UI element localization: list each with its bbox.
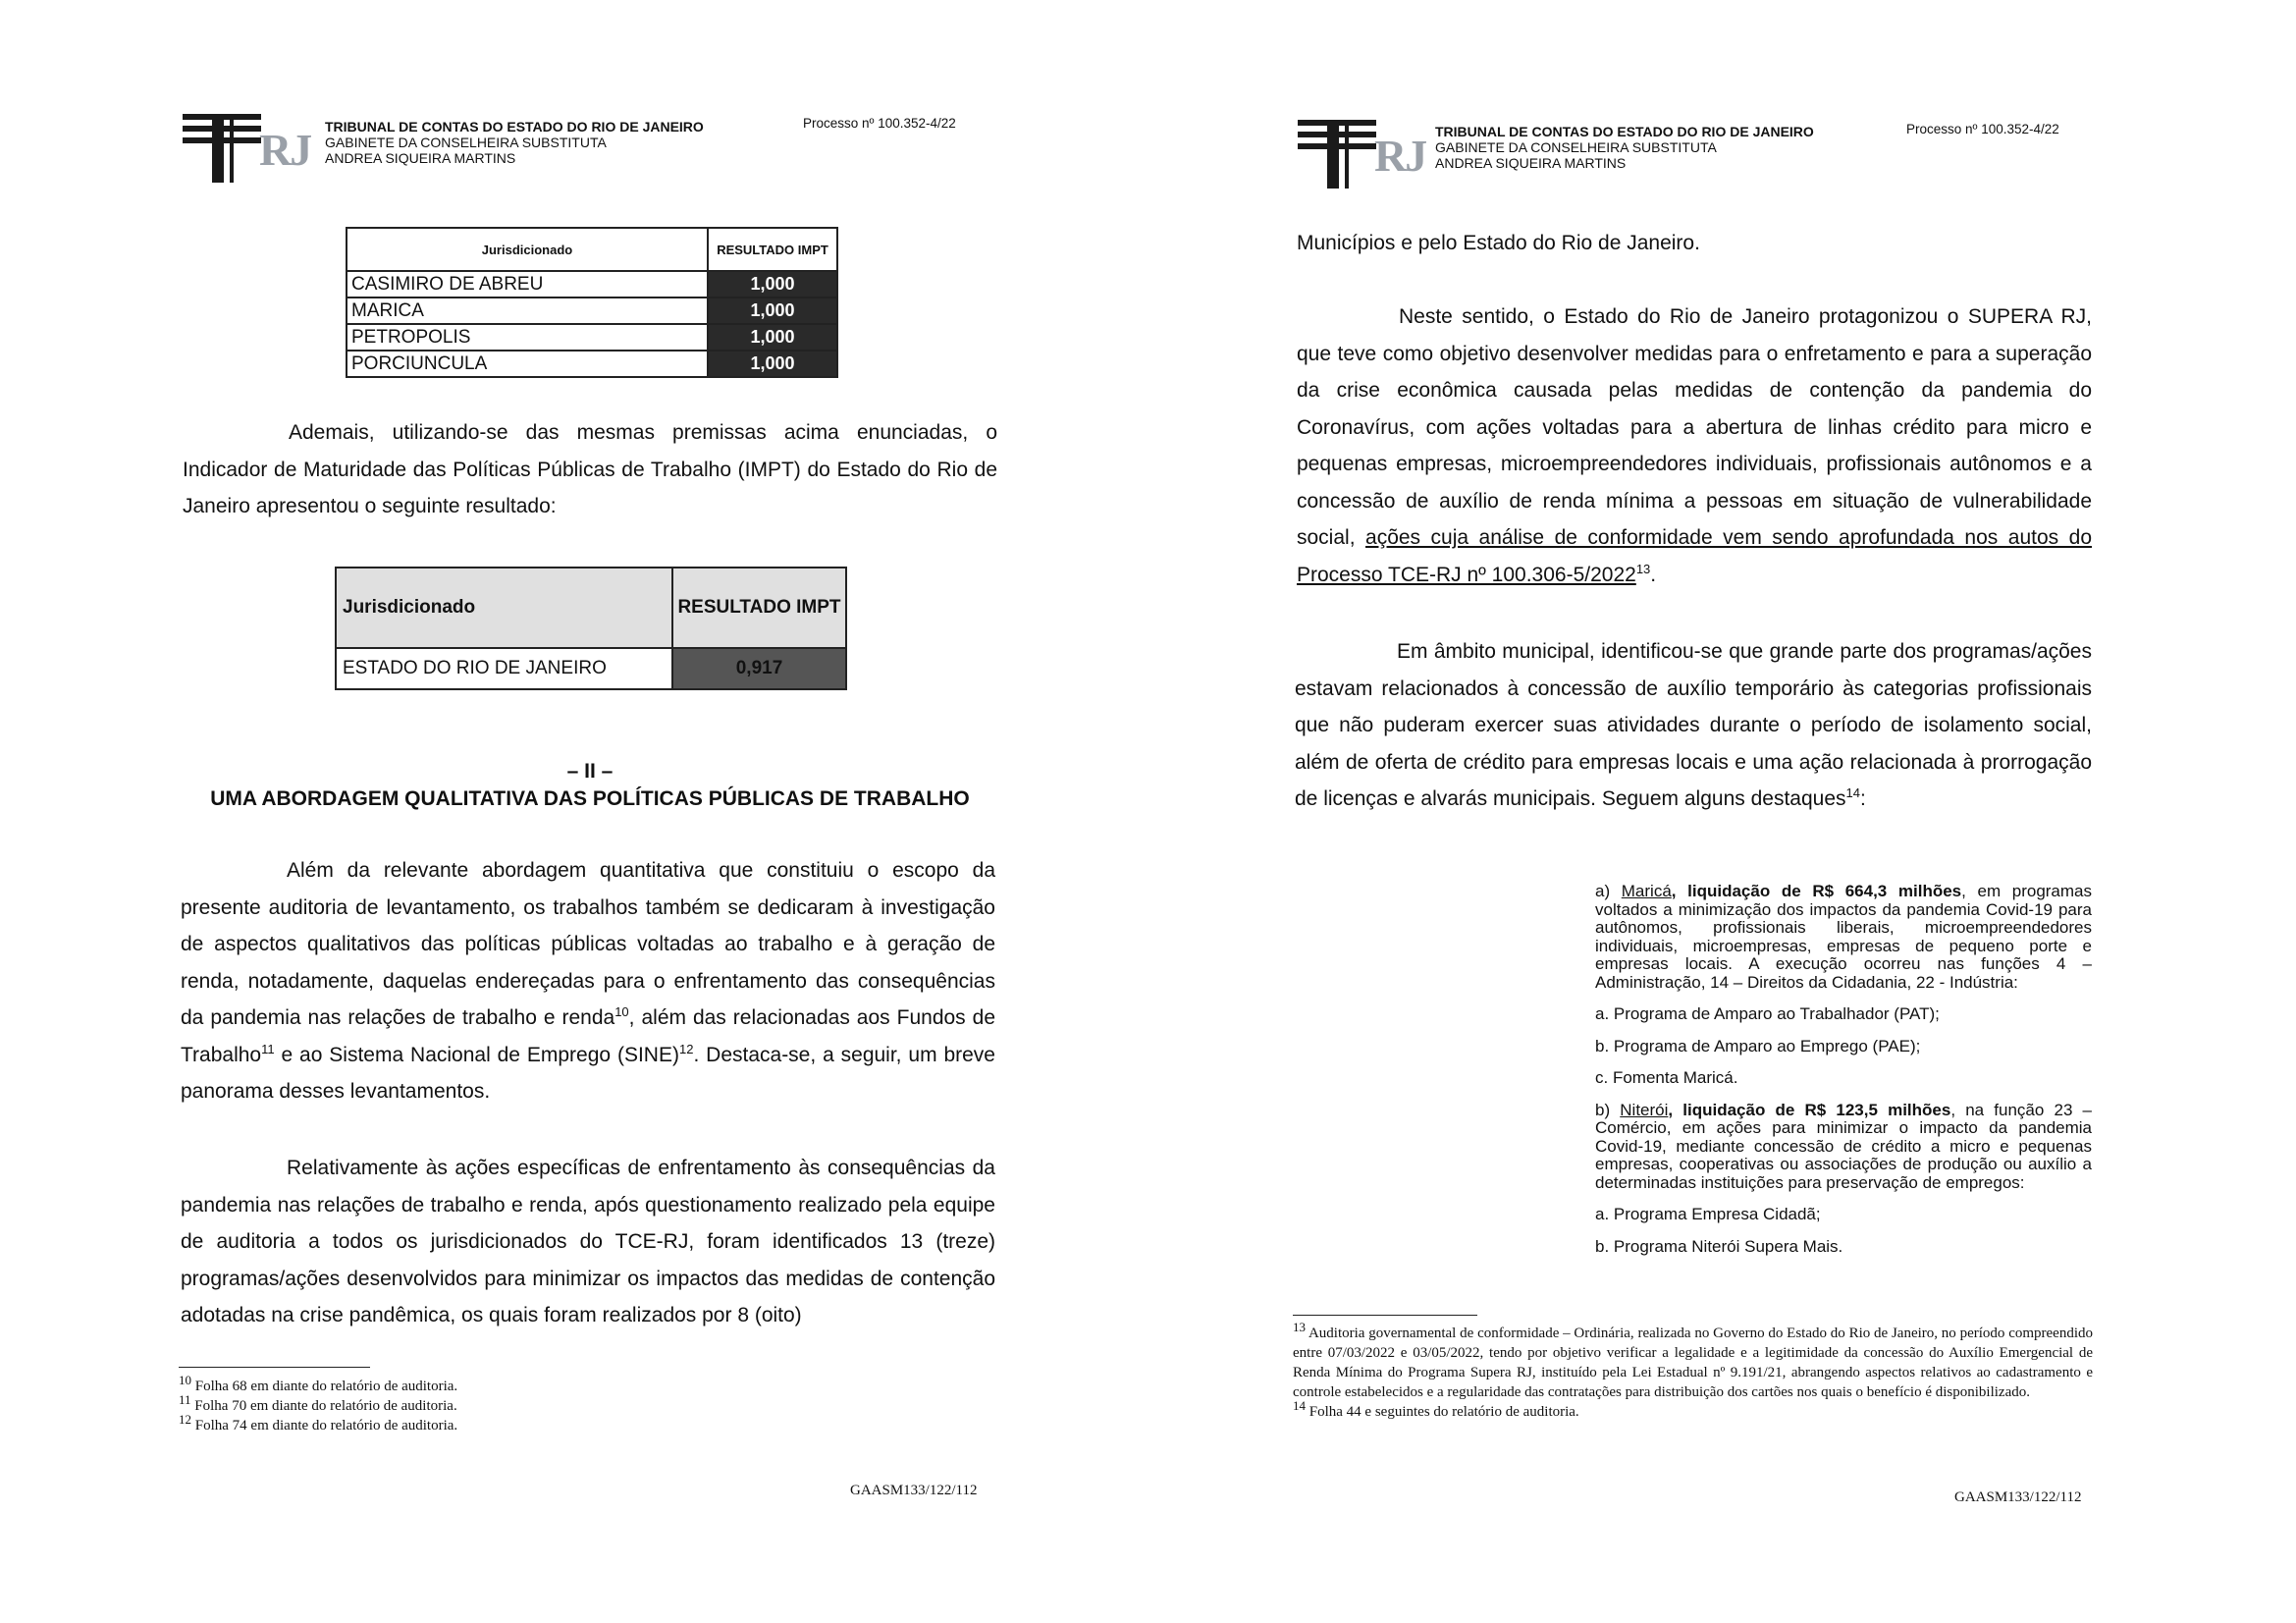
paragraph-qualitative-approach <box>181 852 995 1110</box>
footnote <box>179 1392 993 1416</box>
impt-state-table <box>335 567 847 690</box>
footnote-text: Folha 70 em diante do relatório de auditoria. <box>190 1398 457 1414</box>
amount: , liquidação de R$ 664,3 milhões <box>1671 882 1962 900</box>
org-counselor: ANDREA SIQUEIRA MARTINS <box>1435 155 1627 171</box>
footnote-text: Folha 44 e seguintes do relatório de auditoria. <box>1306 1404 1579 1420</box>
footnote-text: Auditoria governamental de conformidade – Ordinária, realizada no Governo do Estado do Rio de Janeiro, no período compreendido entre 07/03/2022 e 03/05/2022, tendo por objetivo verificar a legalidade e a legitimidade da concessão do Auxílio Emergencial de Renda Mínima do Programa Supera RJ, instituído pela Lei Estadual nº 9.191/21, abrangendo aspectos relativos ao cadastramento e controle estabelecidos e a regularidade das contratações para distribuição dos cartões nos quais o benefício é disponibilizado. <box>1293 1325 2093 1400</box>
footnote-number: 14 <box>1293 1398 1306 1413</box>
text: , na função 23 – Comércio, em ações para minimizar o impacto da pandemia Covid-19, mediante concessão de crédito a micro e pequenas empresas, cooperativas ou associações de produção ou auxílio a determinadas instituições para preservação de empregos: <box>1595 1100 2093 1192</box>
text: Além da relevante abordagem quantitativa que constituiu o escopo da presente auditoria de levantamento, os trabalhos também se dedicaram à investigação de aspectos qualitativos das políticas públicas voltadas ao trabalho e à geração de renda, notadamente, daquelas endereçadas para o enfrentamento das consequências da pandemia nas relações de trabalho e renda <box>181 859 995 1029</box>
footnote-rule <box>179 1367 370 1368</box>
footnote <box>179 1412 993 1435</box>
text: b) <box>1595 1100 1621 1119</box>
impt-municipal-table <box>346 227 838 378</box>
footnote <box>1293 1320 2093 1402</box>
logo-lettering: RJ <box>259 125 311 175</box>
org-name: TRIBUNAL DE CONTAS DO ESTADO DO RIO DE JANEIRO <box>325 119 704 135</box>
row-value: 1,000 <box>708 351 837 377</box>
row-name: CASIMIRO DE ABREU <box>347 271 708 298</box>
paragraph-pandemic-actions: Relativamente às ações específicas de enfrentamento às consequências da pandemia nas relações de trabalho e renda, após questionamento realizado pela equipe de auditoria a todos os jurisdicionados do TCE-RJ, foram identificados 13 (treze) programas/ações desenvolvidos para minimizar os impactos das medidas de contenção adotadas na crise pandêmica, os quais foram realizados por 8 (oito) <box>181 1157 995 1326</box>
org-cabinet: GABINETE DA CONSELHEIRA SUBSTITUTA <box>1435 139 1717 155</box>
footnote-ref: 11 <box>261 1041 275 1056</box>
section-number: – II – <box>566 760 614 783</box>
org-counselor: ANDREA SIQUEIRA MARTINS <box>325 150 516 166</box>
text: : <box>1859 787 1866 810</box>
footnote-number: 12 <box>179 1412 191 1427</box>
highlights-block <box>1595 883 2092 1270</box>
tcerj-logo <box>1298 116 1435 194</box>
row-name: PETROPOLIS <box>347 324 708 351</box>
table-header-jurisdicionado: Jurisdicionado <box>336 568 672 648</box>
table-header-result: RESULTADO IMPT <box>672 568 846 648</box>
text: . Destaca-se, a seguir, um breve panorama desses levantamentos. <box>181 1043 995 1103</box>
footnote-ref: 10 <box>614 1004 629 1019</box>
row-value: 0,917 <box>672 648 846 689</box>
footnote-number: 11 <box>179 1392 191 1407</box>
process-number: Processo nº 100.352-4/22 <box>1906 122 2059 136</box>
tcerj-logo <box>183 110 320 189</box>
footnote-ref: 13 <box>1635 561 1651 576</box>
footnote <box>179 1373 993 1396</box>
organization-header <box>1435 124 1814 171</box>
paragraph-supera-rj <box>1297 298 2092 593</box>
text: Em âmbito municipal, identificou-se que grande parte dos programas/ações estavam relacionados à concessão de auxílio temporário às categorias profissionais que não puderam exercer suas atividades durante o período de isolamento social, além de oferta de crédito para empresas locais e uma ação relacionada à prorrogação de licenças e alvarás municipais. Seguem alguns destaques <box>1295 640 2092 810</box>
logo-lettering: RJ <box>1374 131 1426 181</box>
text: , além das relacionadas aos Fundos de Trabalho <box>181 1006 995 1066</box>
section-title: UMA ABORDAGEM QUALITATIVA DAS POLÍTICAS PÚBLICAS DE TRABALHO <box>210 787 970 810</box>
underlined-reference: ações cuja análise de conformidade vem sendo aprofundada nos autos do Processo TCE-RJ nº 100.306-5/2022 <box>1297 526 2092 586</box>
process-number: Processo nº 100.352-4/22 <box>803 116 956 131</box>
text: Neste sentido, o Estado do Rio de Janeiro protagonizou o SUPERA RJ, que teve como objetivo desenvolver medidas para o enfretamento e para a superação da crise econômica causada pelas medidas de contenção da pandemia do Coronavírus, com ações voltadas para a abertura de linhas crédito para micro e pequenas empresas, microempreendedores individuais, profissionais autônomos e a concessão de auxílio de renda mínima a pessoas em situação de vulnerabilidade social, <box>1297 305 2092 549</box>
list-item: b. Programa Niterói Supera Mais. <box>1595 1236 1843 1256</box>
footnote-number: 13 <box>1293 1320 1306 1334</box>
paragraph-municipalities-end: Municípios e pelo Estado do Rio de Janeiro. <box>1297 232 1700 254</box>
table-row <box>347 298 837 324</box>
organization-header <box>325 119 704 166</box>
text: a) <box>1595 882 1622 900</box>
list-item: b. Programa de Amparo ao Emprego (PAE); <box>1595 1036 1921 1055</box>
table-header-result: RESULTADO IMPT <box>708 228 837 271</box>
list-item: a. Programa Empresa Cidadã; <box>1595 1205 1821 1223</box>
footnote-number: 10 <box>179 1373 191 1387</box>
right-page <box>1148 0 2296 1623</box>
footnote-text: Folha 68 em diante do relatório de auditoria. <box>191 1379 458 1394</box>
paragraph-municipal-scope <box>1295 633 2092 818</box>
list-item: a. Programa de Amparo ao Trabalhador (PAT); <box>1595 1004 1940 1023</box>
text: . <box>1650 563 1657 586</box>
text: e ao Sistema Nacional de Emprego (SINE) <box>274 1043 679 1066</box>
highlight-marica <box>1595 883 2092 992</box>
org-name: TRIBUNAL DE CONTAS DO ESTADO DO RIO DE JANEIRO <box>1435 124 1814 139</box>
row-value: 1,000 <box>708 271 837 298</box>
row-value: 1,000 <box>708 324 837 351</box>
paragraph-impt-state-intro: Ademais, utilizando-se das mesmas premissas acima enunciadas, o Indicador de Maturidade das Políticas Públicas de Trabalho (IMPT) do Estado do Rio de Janeiro apresentou o seguinte resultado: <box>183 421 997 517</box>
highlight-niteroi <box>1595 1102 2092 1193</box>
table-row <box>347 351 837 377</box>
org-cabinet: GABINETE DA CONSELHEIRA SUBSTITUTA <box>325 135 607 150</box>
city-name: Niterói <box>1620 1100 1669 1119</box>
row-name: MARICA <box>347 298 708 324</box>
document-code: GAASM133/122/112 <box>1954 1489 2082 1505</box>
table-row <box>336 648 846 689</box>
text: , em programas voltados a minimização dos impactos da pandemia Covid-19 para autônomos, profissionais liberais, microempreendedores individuais, microempresas, empresas de pequeno porte e empresas locais. A execução ocorreu nas funções 4 – Administração, 14 – Direitos da Cidadania, 22 - Indústria: <box>1595 882 2092 992</box>
list-item: c. Fomenta Maricá. <box>1595 1068 1738 1087</box>
row-name: PORCIUNCULA <box>347 351 708 377</box>
city-name: Maricá <box>1621 882 1672 900</box>
amount: , liquidação de R$ 123,5 milhões <box>1668 1100 1951 1119</box>
row-name: ESTADO DO RIO DE JANEIRO <box>336 648 672 689</box>
table-header-jurisdicionado: Jurisdicionado <box>347 228 708 271</box>
footnote-ref: 12 <box>678 1041 694 1056</box>
table-row <box>347 324 837 351</box>
footnotes <box>179 1373 993 1435</box>
document-code: GAASM133/122/112 <box>850 1483 978 1498</box>
footnote <box>1293 1398 2093 1422</box>
footnotes <box>1293 1320 2093 1422</box>
footnote-ref: 14 <box>1845 785 1860 800</box>
footnote-text: Folha 74 em diante do relatório de auditoria. <box>191 1418 458 1434</box>
row-value: 1,000 <box>708 298 837 324</box>
table-row <box>347 271 837 298</box>
footnote-rule <box>1293 1315 1477 1316</box>
